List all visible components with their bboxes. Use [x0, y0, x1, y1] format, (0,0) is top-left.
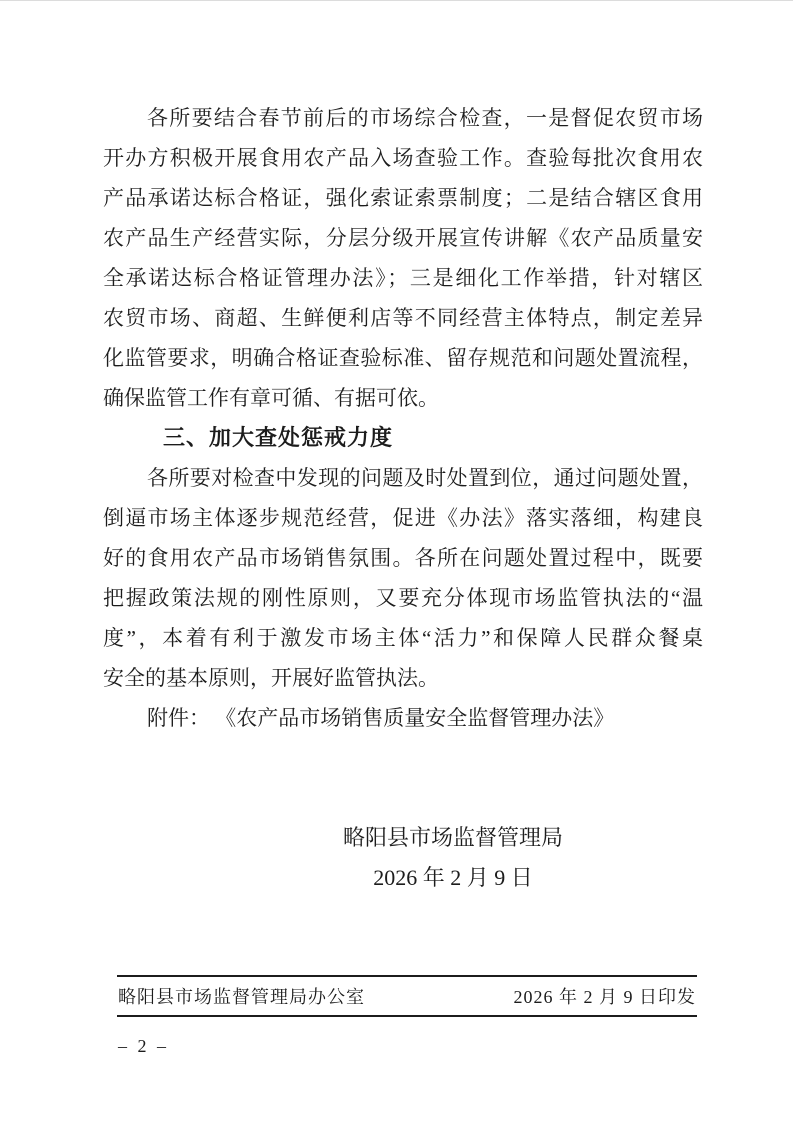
body-text-line: 全承诺达标合格证管理办法》；三是细化工作举措，针对辖区 [103, 266, 703, 290]
footer-colophon [117, 975, 697, 1017]
body-text-line: 好的食用农产品市场销售氛围。各所在问题处置过程中，既要 [103, 546, 703, 570]
body-text-line: 化监管要求，明确合格证查验标准、留存规范和问题处置流程， [103, 346, 703, 370]
body-text-line: 安全的基本原则，开展好监管执法。 [103, 666, 439, 690]
body-text-line: 倒逼市场主体逐步规范经营，促进《办法》落实落细，构建良 [103, 506, 703, 530]
section-heading: 三、加大查处惩戒力度 [163, 425, 394, 450]
paragraph-1 [103, 98, 703, 418]
body-text-line: 把握政策法规的刚性原则，又要充分体现市场监管执法的“温 [103, 586, 703, 610]
signature-date: 2026 年 2 月 9 日 [373, 865, 533, 890]
footer-issuing-office: 略阳县市场监督管理局办公室 [118, 987, 365, 1007]
paragraph-2 [103, 458, 703, 698]
signature-organization: 略阳县市场监督管理局 [342, 825, 563, 850]
body-text-line: 农贸市场、商超、生鲜便利店等不同经营主体特点，制定差异 [103, 306, 703, 330]
body-text-line: 各所要结合春节前后的市场综合检查，一是督促农贸市场 [147, 106, 703, 130]
page-top-edge [0, 0, 793, 1]
signature-block [303, 818, 603, 898]
body-text-line: 产品承诺达标合格证，强化索证索票制度；二是结合辖区食用 [103, 186, 703, 210]
body-text-line: 度”，本着有利于激发市场主体“活力”和保障人民群众餐桌 [103, 626, 703, 650]
body-text-line: 农产品生产经营实际，分层分级开展宣传讲解《农产品质量安 [103, 226, 703, 250]
page-number: – 2 – [118, 1036, 169, 1056]
attachment-line: 附件： 《农产品市场销售质量安全监督管理办法》 [147, 706, 615, 730]
body-text-line: 各所要对检查中发现的问题及时处置到位，通过问题处置， [147, 466, 703, 490]
body-text-line: 确保监管工作有章可循、有据可依。 [103, 386, 439, 410]
footer-print-date: 2026 年 2 月 9 日印发 [513, 987, 696, 1007]
document-body [103, 98, 703, 738]
body-text-line: 开办方积极开展食用农产品入场查验工作。查验每批次食用农 [103, 146, 703, 170]
